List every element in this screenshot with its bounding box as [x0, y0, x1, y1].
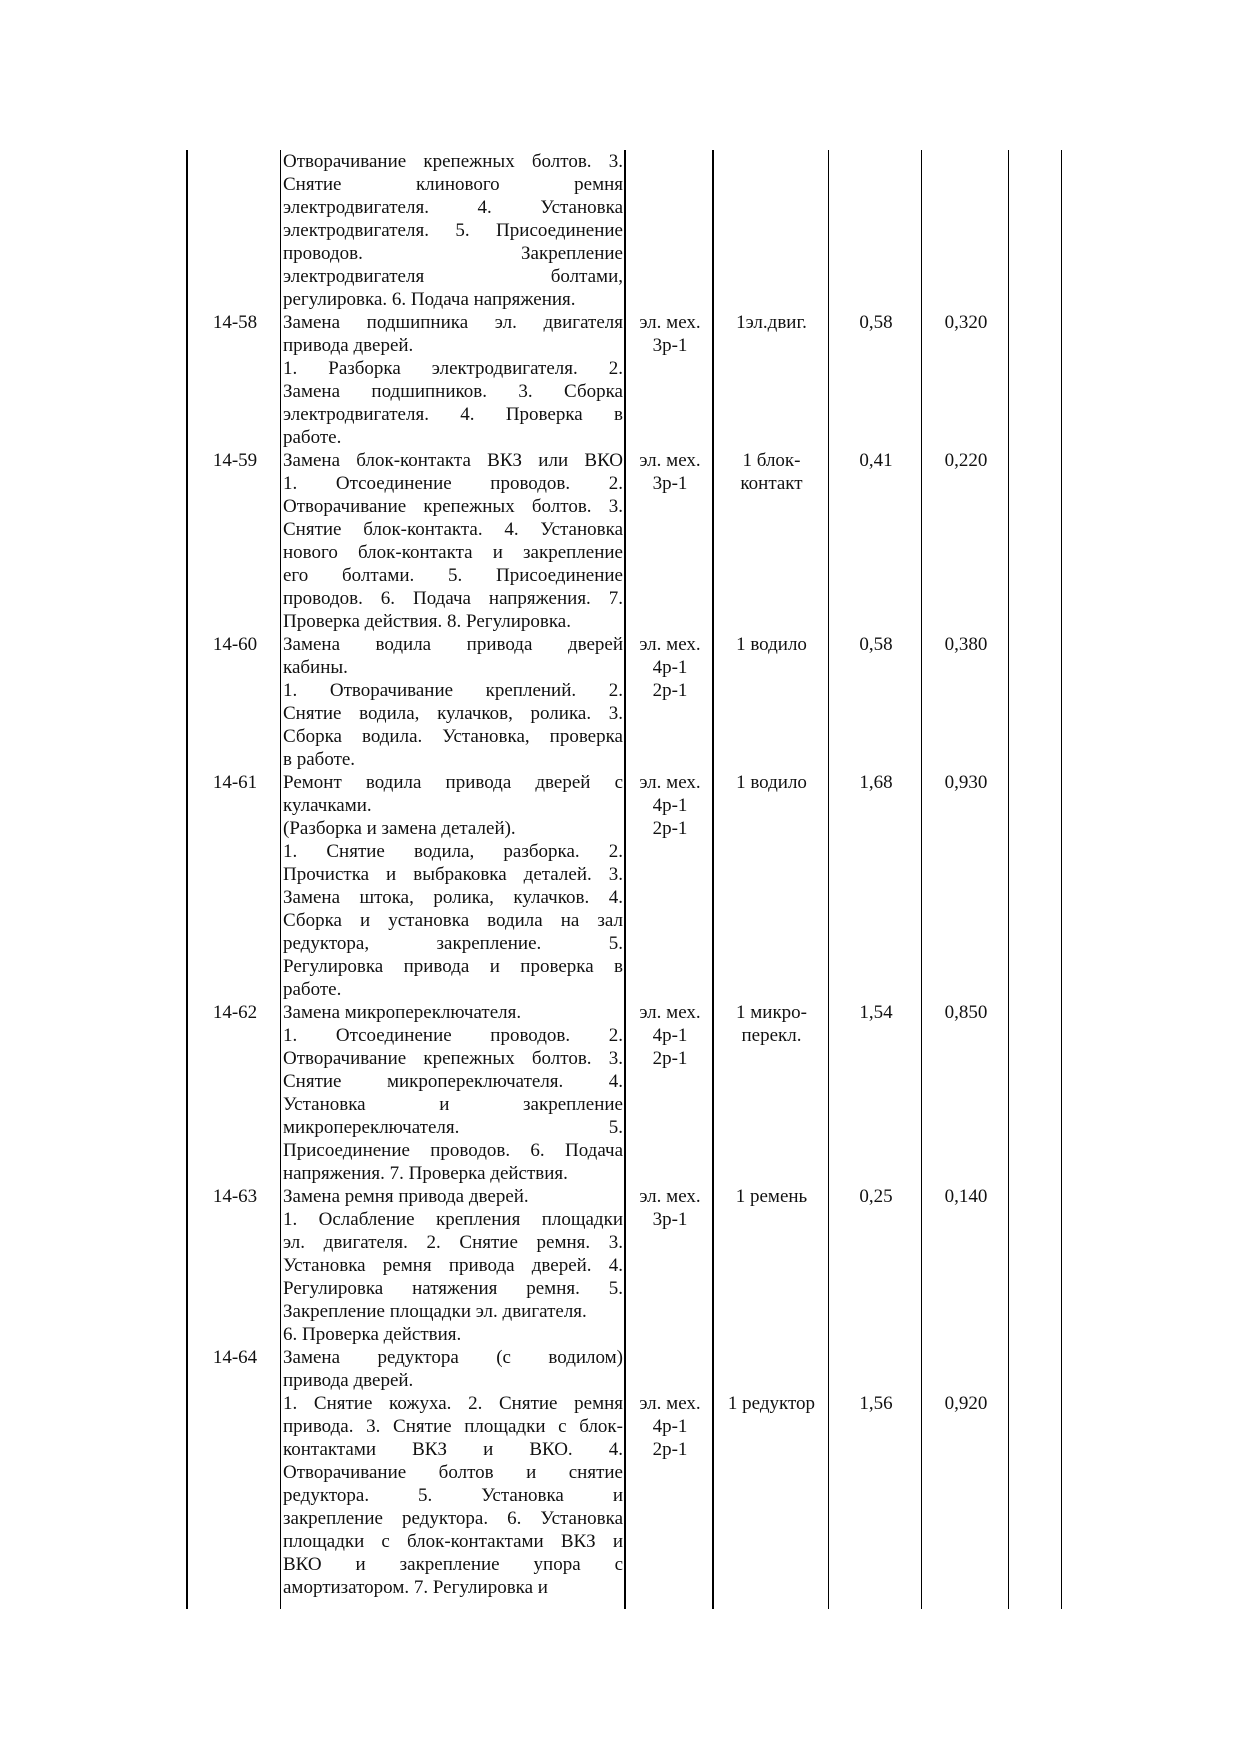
- description-line: проводов. 6. Подача напряжения. 7.: [283, 588, 623, 609]
- measure-unit: [714, 311, 829, 334]
- description-line: привода. 3. Снятие площадки с блок-: [283, 1416, 623, 1437]
- description-line: (Разборка и замена деталей).: [283, 818, 516, 839]
- description-line: проводов. Закрепление: [283, 243, 623, 264]
- description-line: Замена подшипников. 3. Сборка: [283, 381, 623, 402]
- description-line: нового блок-контакта и закрепление: [283, 542, 623, 563]
- description-line: Присоединение проводов. 6. Подача: [283, 1140, 623, 1161]
- time-norm-hours: 1,54: [859, 1002, 893, 1023]
- time-norm-value: 0,920: [944, 1393, 988, 1414]
- time-norm-value: 0,140: [944, 1186, 988, 1207]
- description-line: работе.: [283, 427, 342, 448]
- executor: [627, 771, 713, 840]
- description-line: Сборка и установка водила на зал: [283, 910, 623, 931]
- executor: [627, 449, 713, 495]
- executor-line: 3р-1: [652, 335, 688, 356]
- description-line: привода дверей.: [283, 335, 414, 356]
- time-norm-hours: 0,41: [859, 450, 893, 471]
- description-line: напряжения. 7. Проверка действия.: [283, 1163, 568, 1184]
- time-norm-value: 0,320: [944, 312, 988, 333]
- description-line: Замена водила привода дверей: [283, 634, 623, 655]
- measure-unit: [714, 1392, 829, 1415]
- executor-line: 3р-1: [652, 473, 688, 494]
- measure-unit: [714, 771, 829, 794]
- executor-line: эл. мех.: [639, 312, 701, 333]
- table-border-left: [186, 150, 188, 1609]
- measure-unit: [714, 1185, 829, 1208]
- executor-line: 2р-1: [652, 1048, 688, 1069]
- unit-line: перекл.: [741, 1025, 802, 1046]
- time-norm-hours: 1,68: [859, 772, 893, 793]
- description-line: Регулировка привода и проверка в: [283, 956, 623, 977]
- description-line: Отворачивание крепежных болтов. 3.: [283, 151, 623, 172]
- executor-line: эл. мех.: [639, 1186, 701, 1207]
- unit-line: 1 водило: [736, 772, 807, 793]
- description-line: электродвигателя. 4. Проверка в: [283, 404, 623, 425]
- description-line: Установка и закрепление: [283, 1094, 623, 1115]
- item-number: 14-60: [212, 634, 258, 655]
- description-line: 1. Отворачивание креплений. 2.: [283, 680, 623, 701]
- description-line: 1. Отсоединение проводов. 2.: [283, 473, 623, 494]
- column-divider-unit: [828, 150, 829, 1609]
- description-line: Установка ремня привода дверей. 4.: [283, 1255, 623, 1276]
- item-number: 14-64: [212, 1347, 258, 1368]
- executor-line: 4р-1: [652, 1025, 688, 1046]
- time-norm-hours: 0,25: [859, 1186, 893, 1207]
- executor-line: 4р-1: [652, 657, 688, 678]
- column-divider-norm2: [1008, 150, 1009, 1609]
- executor-line: 4р-1: [652, 1416, 688, 1437]
- item-number: 14-58: [212, 312, 258, 333]
- executor-line: эл. мех.: [639, 1393, 701, 1414]
- description-line: редуктора, закрепление. 5.: [283, 933, 623, 954]
- work-description: [283, 449, 623, 633]
- time-norm-value: 0,850: [944, 1002, 988, 1023]
- description-line: Снятие клинового ремня: [283, 174, 623, 195]
- description-line: его болтами. 5. Присоединение: [283, 565, 623, 586]
- column-divider-number: [280, 150, 281, 1609]
- unit-line: 1 водило: [736, 634, 807, 655]
- time-norm-value: 0,220: [944, 450, 988, 471]
- description-line: Замена штока, ролика, кулачков. 4.: [283, 887, 623, 908]
- description-line: Сборка водила. Установка, проверка: [283, 726, 623, 747]
- description-line: Прочистка и выбраковка деталей. 3.: [283, 864, 623, 885]
- time-norm-hours: 0,58: [859, 634, 893, 655]
- executor-line: 4р-1: [652, 795, 688, 816]
- description-line: Замена редуктора (с водилом): [283, 1347, 623, 1368]
- description-line: Регулировка натяжения ремня. 5.: [283, 1278, 623, 1299]
- description-line: 1. Снятие кожуха. 2. Снятие ремня: [283, 1393, 623, 1414]
- description-line: 1. Отсоединение проводов. 2.: [283, 1025, 623, 1046]
- time-norm-hours: 1,56: [859, 1393, 893, 1414]
- description-line: Замена подшипника эл. двигателя: [283, 312, 623, 333]
- work-description: [283, 1346, 623, 1599]
- description-line: эл. двигателя. 2. Снятие ремня. 3.: [283, 1232, 623, 1253]
- measure-unit: [714, 1001, 829, 1047]
- executor: [627, 311, 713, 357]
- executor-line: 2р-1: [652, 680, 688, 701]
- executor-line: 2р-1: [652, 818, 688, 839]
- time-norm-hours: 0,58: [859, 312, 893, 333]
- description-line: Снятие блок-контакта. 4. Установка: [283, 519, 623, 540]
- column-divider-executor: [712, 150, 714, 1609]
- executor-line: эл. мех.: [639, 450, 701, 471]
- unit-line: 1эл.двиг.: [736, 312, 807, 333]
- work-description: [283, 1001, 623, 1185]
- executor-line: эл. мех.: [639, 1002, 701, 1023]
- description-line: 1. Снятие водила, разборка. 2.: [283, 841, 623, 862]
- description-line: привода дверей.: [283, 1370, 414, 1391]
- description-line: Замена блок-контакта ВКЗ или ВКО: [283, 450, 623, 471]
- description-line: электродвигателя. 4. Установка: [283, 197, 623, 218]
- work-description: [283, 1185, 623, 1346]
- time-norm-value: 0,930: [944, 772, 988, 793]
- description-line: Снятие микропереключателя. 4.: [283, 1071, 623, 1092]
- description-line: редуктора. 5. Установка и: [283, 1485, 623, 1506]
- description-line: площадки с блок-контактами ВКЗ и: [283, 1531, 623, 1552]
- unit-line: контакт: [740, 473, 803, 494]
- item-number: 14-59: [212, 450, 258, 471]
- measure-unit: [714, 449, 829, 495]
- description-line: Замена ремня привода дверей.: [283, 1186, 529, 1207]
- item-number: 14-61: [212, 772, 258, 793]
- executor: [627, 633, 713, 702]
- executor-line: 3р-1: [652, 1209, 688, 1230]
- work-description: [283, 311, 623, 449]
- executor-line: эл. мех.: [639, 772, 701, 793]
- description-line: 1. Ослабление крепления площадки: [283, 1209, 623, 1230]
- description-line: закрепление редуктора. 6. Установка: [283, 1508, 623, 1529]
- time-norm-value: 0,380: [944, 634, 988, 655]
- description-line: кабины.: [283, 657, 348, 678]
- item-number: 14-62: [212, 1002, 258, 1023]
- description-line: амортизатором. 7. Регулировка и: [283, 1577, 548, 1598]
- description-line: Ремонт водила привода дверей с: [283, 772, 623, 793]
- work-description: [283, 633, 623, 771]
- column-divider-description: [624, 150, 626, 1609]
- description-line: электродвигателя болтами,: [283, 266, 623, 287]
- unit-line: 1 редуктор: [727, 1393, 816, 1414]
- executor-line: 2р-1: [652, 1439, 688, 1460]
- unit-line: 1 ремень: [735, 1186, 808, 1207]
- description-line: регулировка. 6. Подача напряжения.: [283, 289, 576, 310]
- description-line: 1. Разборка электродвигателя. 2.: [283, 358, 623, 379]
- description-line: Отворачивание крепежных болтов. 3.: [283, 496, 623, 517]
- unit-line: 1 микро-: [736, 1002, 807, 1023]
- description-line: микропереключателя. 5.: [283, 1117, 623, 1138]
- item-number: 14-63: [212, 1186, 258, 1207]
- description-line: кулачками.: [283, 795, 372, 816]
- description-line: Закрепление площадки эл. двигателя.: [283, 1301, 587, 1322]
- executor: [627, 1001, 713, 1070]
- description-line: Отворачивание крепежных болтов. 3.: [283, 1048, 623, 1069]
- work-description: [283, 771, 623, 1001]
- description-line: Снятие водила, кулачков, ролика. 3.: [283, 703, 623, 724]
- description-line: 6. Проверка действия.: [283, 1324, 462, 1345]
- unit-line: 1 блок-: [742, 450, 801, 471]
- measure-unit: [714, 633, 829, 656]
- description-line: Проверка действия. 8. Регулировка.: [283, 611, 571, 632]
- executor-line: эл. мех.: [639, 634, 701, 655]
- description-line: Отворачивание болтов и снятие: [283, 1462, 623, 1483]
- table-border-right: [1061, 150, 1062, 1609]
- description-line: электродвигателя. 5. Присоединение: [283, 220, 623, 241]
- description-line: ВКО и закрепление упора с: [283, 1554, 623, 1575]
- column-divider-norm1: [921, 150, 922, 1609]
- executor: [627, 1392, 713, 1461]
- description-line: контактами ВКЗ и ВКО. 4.: [283, 1439, 623, 1460]
- description-line: работе.: [283, 979, 342, 1000]
- description-line: в работе.: [283, 749, 356, 770]
- executor: [627, 1185, 713, 1231]
- work-description: [283, 150, 623, 311]
- description-line: Замена микропереключателя.: [283, 1002, 522, 1023]
